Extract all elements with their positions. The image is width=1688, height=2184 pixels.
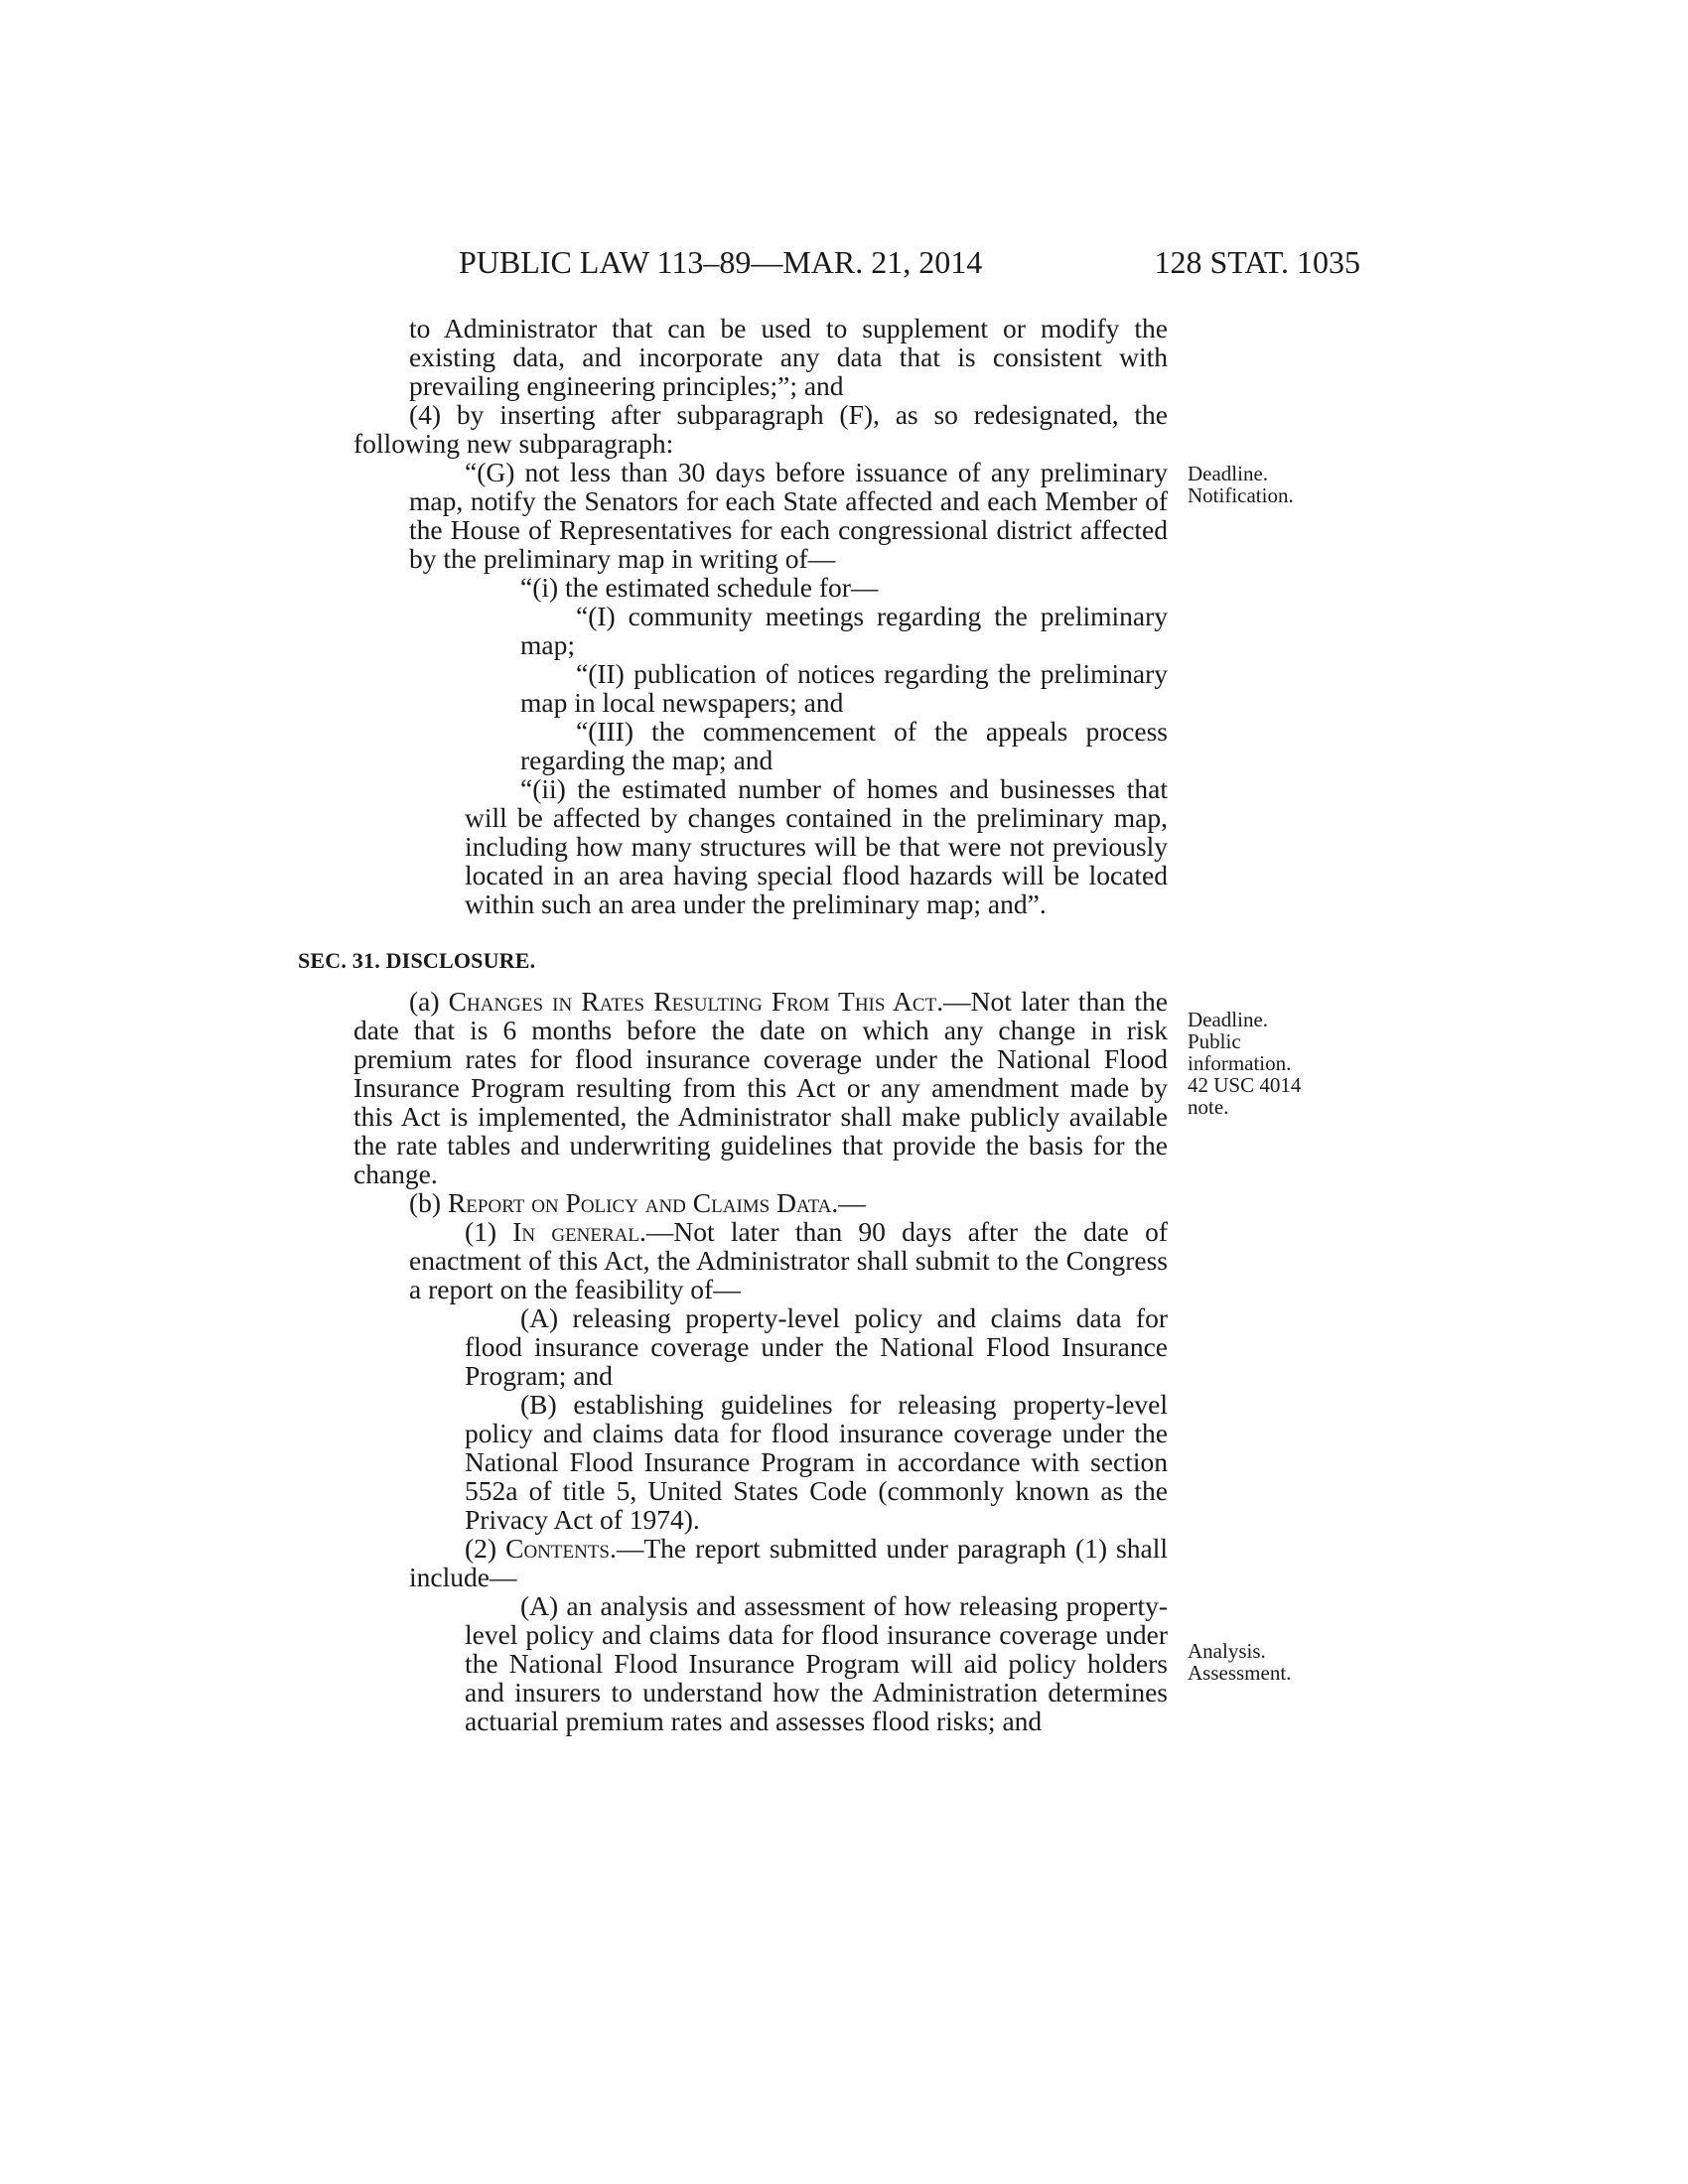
subsection-b-text: .— [831,1187,866,1218]
paragraph-b2 [353,1534,1168,1591]
margin-note-line: Analysis. [1188,1639,1266,1663]
body-text [298,313,1169,1736]
margin-note-line: 42 USC 4014 [1188,1073,1302,1097]
subparagraph-b1B: (B) establishing guidelines for releasing property-level policy and claims data for flood insurance coverage under the National Flood Insurance Program in accordance with section 552a of title 5, United States Code (commonly known as the Privacy Act of 1974). [465,1389,1168,1535]
subclause-I: “(I) community meetings regarding the preliminary map; [520,601,1168,660]
paragraph-4: (4) by inserting after subparagraph (F), as so redesignated, the following new subparagraph: [353,399,1168,459]
section-heading: SEC. 31. DISCLOSURE. [298,948,536,973]
margin-note-line: Public [1188,1029,1241,1053]
subsection-b-heading: Report on Policy and Claims Data [447,1187,832,1218]
statute-page-number: 128 STAT. 1035 [1154,244,1360,280]
subparagraph-g: “(G) not less than 30 days before issuance of any preliminary map, notify the Senators for each State affected and each Member of the House of Representatives for each congressional district affected by the preliminary map in writing of— [409,457,1168,574]
paragraph-b2-heading: Contents [505,1533,610,1564]
subsection-a-heading: Changes in Rates Resulting From This Act [448,986,937,1017]
subclause-III: “(III) the commencement of the appeals process regarding the map; and [520,716,1168,775]
subsection-a-label: (a) [409,986,449,1017]
paragraph-b1-heading: In general [512,1216,639,1247]
subclause-II: “(II) publication of notices regarding the preliminary map in local newspapers; and [520,658,1168,718]
subparagraph-b2A: (A) an analysis and assessment of how releasing property-level policy and claims data for flood insurance coverage under the National Flood Insurance Program will aid policy holders and insurers to understand how the Administration determines actuarial premium rates and assesses flood risks; and [465,1590,1168,1736]
subsection-b [353,1188,1168,1217]
paragraph-b1-text: .—Not later than 90 days after the date of enactment of this Act, the Administrator shall submit to the Congress a report on the feasibility of— [409,1216,1168,1304]
margin-note-line: information. [1188,1051,1292,1075]
paragraph-b1 [353,1217,1168,1303]
running-head-title: PUBLIC LAW 113–89—MAR. 21, 2014 [459,244,983,280]
subsection-b-label: (b) [409,1187,448,1218]
subsection-a-text: .—Not later than the date that is 6 months before the date on which any change in risk premium rates for flood insurance coverage under the National Flood Insurance Program resulting from this Act or any amendment made by this Act is implemented, the Administrator shall make publicly available the rate tables and underwriting guidelines that provide the basis for the change. [353,986,1169,1189]
margin-note-line: Notification. [1188,483,1294,507]
margin-note-line: Assessment. [1188,1661,1292,1685]
paragraph-b2-text: .—The report submitted under paragraph (1) shall include— [409,1533,1168,1592]
continued-paragraph: to Administrator that can be used to supplement or modify the existing data, and incorporate any data that is consistent with prevailing engineering principles;”; and [409,313,1168,401]
paragraph-b2-label: (2) [465,1533,506,1564]
subsection-a [353,987,1168,1188]
clause-ii: “(ii) the estimated number of homes and businesses that will be affected by changes contained in the preliminary map, including how many structures will be that were not previously located in an area having special flood hazards will be located within such an area under the preliminary map; and”. [465,773,1168,919]
margin-note-deadline-public-info [1188,1009,1336,1118]
page-header [0,244,1688,284]
margin-note-line: Deadline. [1188,462,1269,485]
margin-note-line: note. [1188,1095,1229,1119]
paragraph-b1-label: (1) [465,1216,513,1247]
clause-i: “(i) the estimated schedule for— [520,572,879,603]
margin-note-line: Deadline. [1188,1008,1269,1031]
margin-note-deadline-notification [1188,463,1336,506]
subparagraph-b1A: (A) releasing property-level policy and claims data for flood insurance coverage under the National Flood Insurance Program; and [465,1302,1168,1391]
margin-note-analysis-assessment [1188,1640,1336,1684]
